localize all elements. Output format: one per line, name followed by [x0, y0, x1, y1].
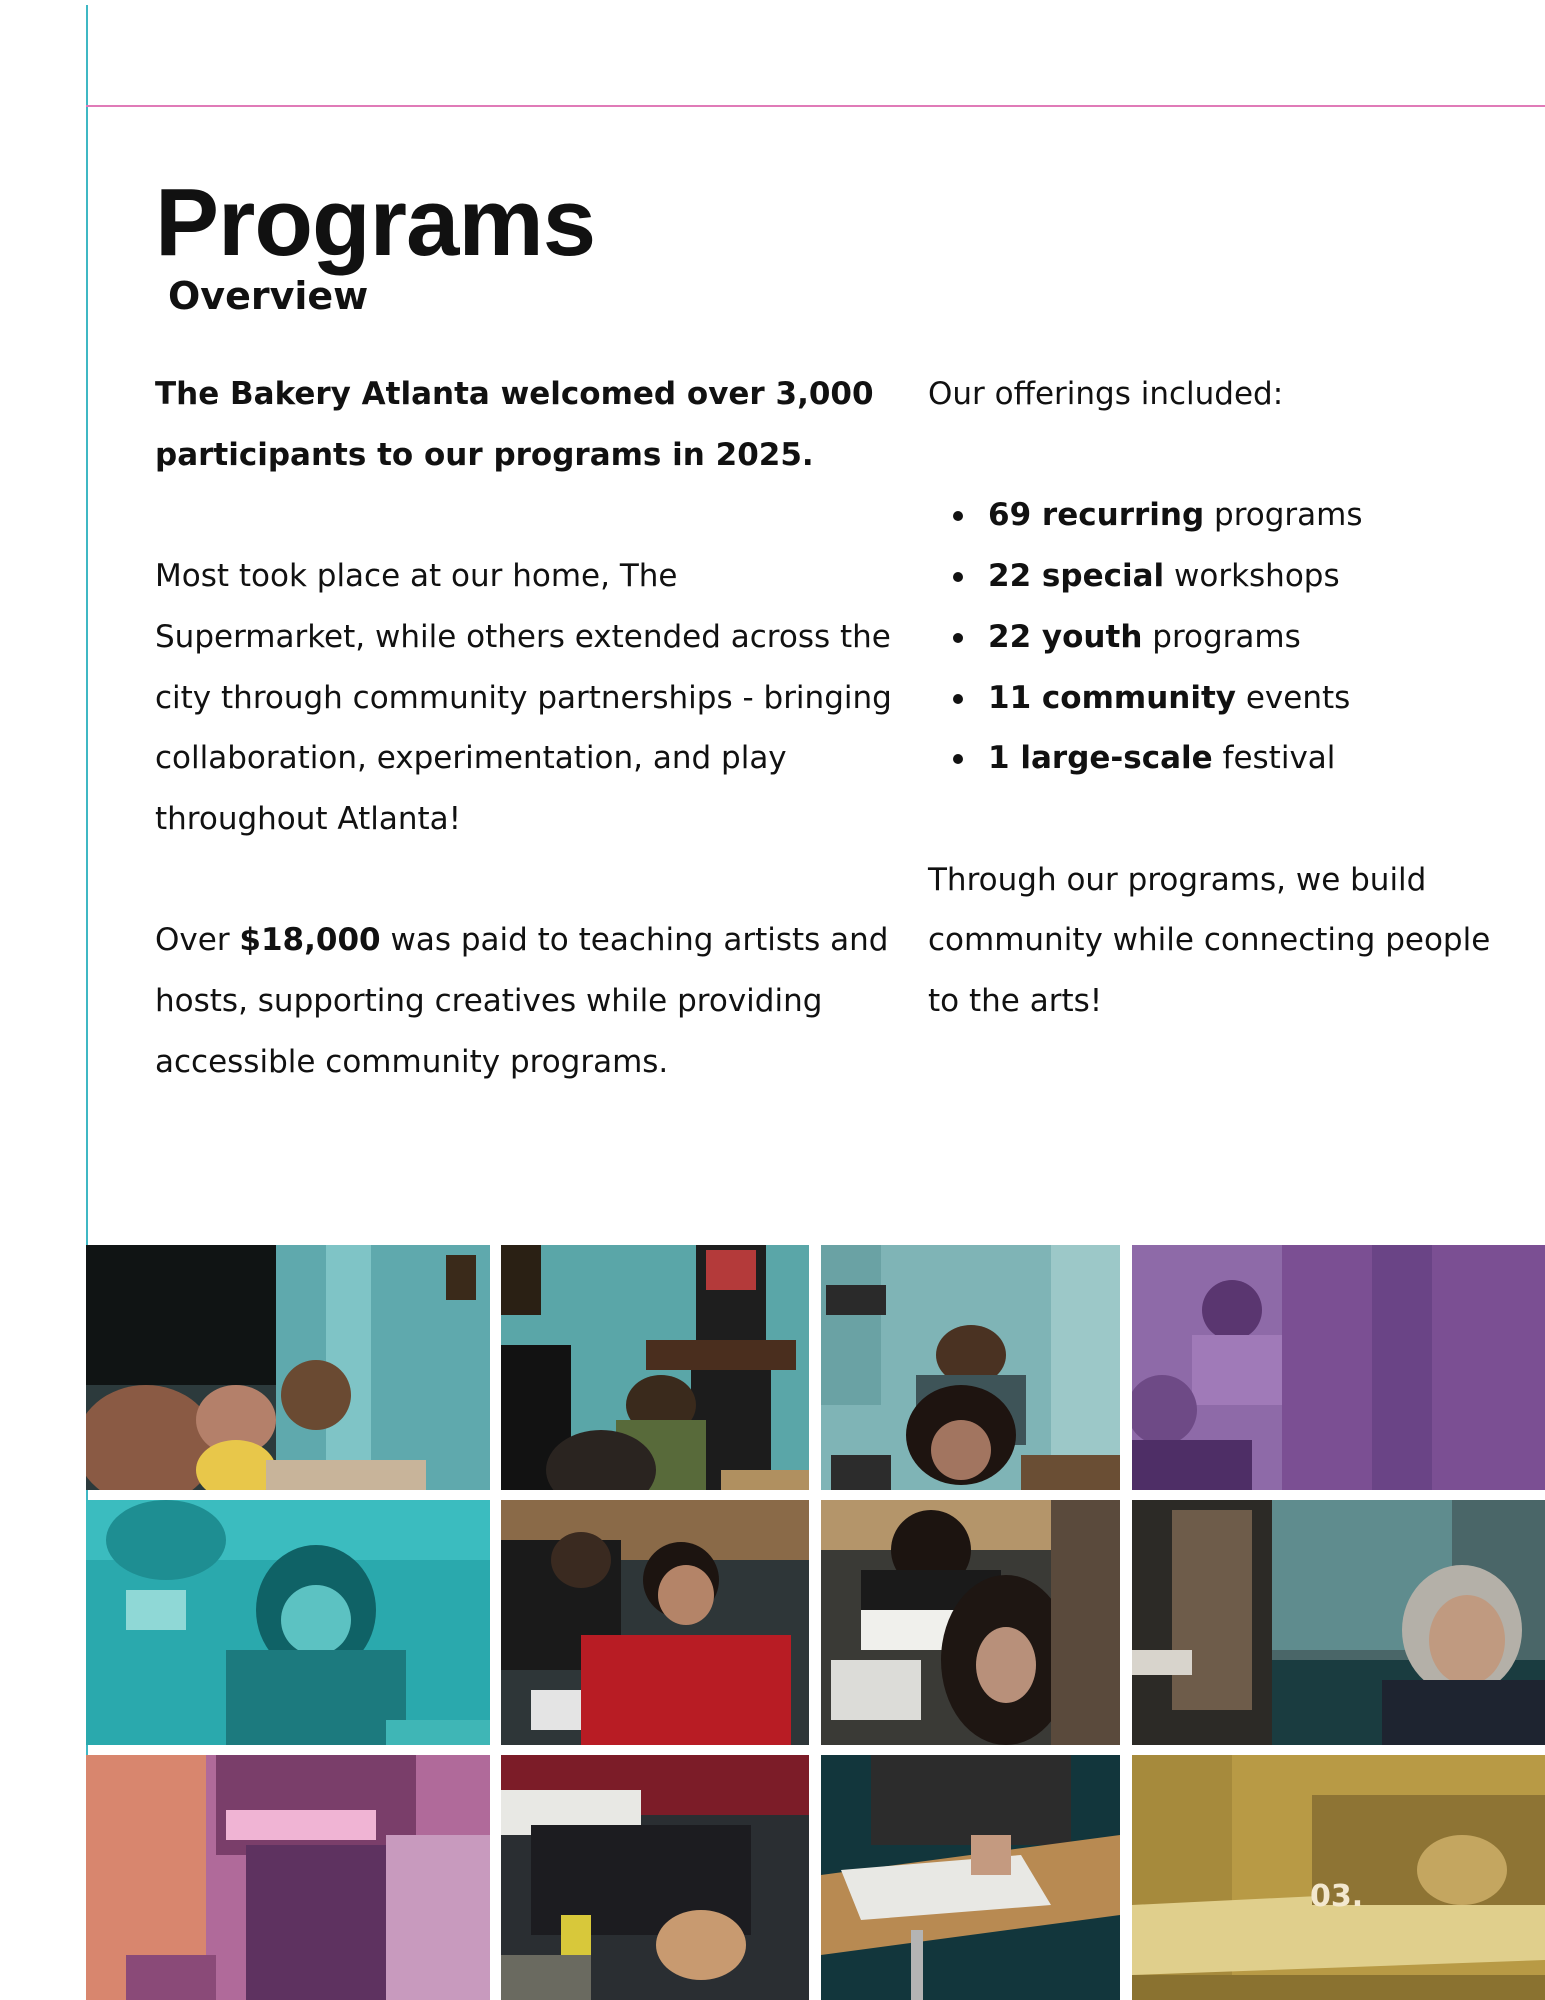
photo-tile-purple-tinted-class	[1132, 1245, 1545, 1490]
offering-item: 69 recurring programs	[928, 485, 1528, 546]
top-accent-line	[86, 105, 1545, 107]
offering-item: 1 large-scale festival	[928, 728, 1528, 789]
intro-statement: The Bakery Atlanta welcomed over 3,000 participants to our programs in 2025.	[155, 376, 874, 473]
offerings-list	[928, 485, 1528, 789]
photo-tile-gold-tinted-desk	[1132, 1755, 1545, 2000]
offering-item: 11 community events	[928, 668, 1528, 729]
photo-tile-long-hair-sketcher	[821, 1500, 1120, 1745]
photo-tile-teal-tinted-sketcher	[86, 1500, 490, 1745]
offerings-intro: Our offerings included:	[928, 376, 1284, 412]
photo-tile-pink-tinted-sketchbook	[86, 1755, 490, 2000]
photo-tile-red-sweater-sketcher	[501, 1500, 809, 1745]
page-number: 03.	[1310, 1879, 1364, 1914]
photo-tile-seated-sketcher-sneakers	[501, 1755, 809, 2000]
payment-amount: $18,000	[239, 922, 381, 959]
photo-tile-desk-drawing	[821, 1755, 1120, 2000]
left-column	[155, 364, 895, 1092]
photo-tile-glasses-sketcher	[1132, 1500, 1545, 1745]
locations-paragraph: Most took place at our home, The Supermarket, while others extended across the city through community partnerships - bringing collaboration, experimentation, and play throughout Atlanta!	[155, 558, 892, 837]
photo-tile-drawing-class-dark-room	[86, 1245, 490, 1490]
offering-item: 22 special workshops	[928, 546, 1528, 607]
photo-tile-instructor-at-podium	[501, 1245, 809, 1490]
closing-statement: Through our programs, we build community while connecting people to the arts!	[928, 861, 1491, 1019]
payment-paragraph: Over $18,000 was paid to teaching artists and hosts, supporting creatives while providing accessible community programs.	[155, 922, 889, 1080]
left-accent-line	[86, 5, 88, 1120]
page-subtitle: Overview	[168, 274, 369, 318]
photo-tile-curly-hair-sketcher	[821, 1245, 1120, 1490]
page-title: Programs	[155, 169, 596, 276]
right-column	[928, 364, 1528, 1032]
offering-item: 22 youth programs	[928, 607, 1528, 668]
